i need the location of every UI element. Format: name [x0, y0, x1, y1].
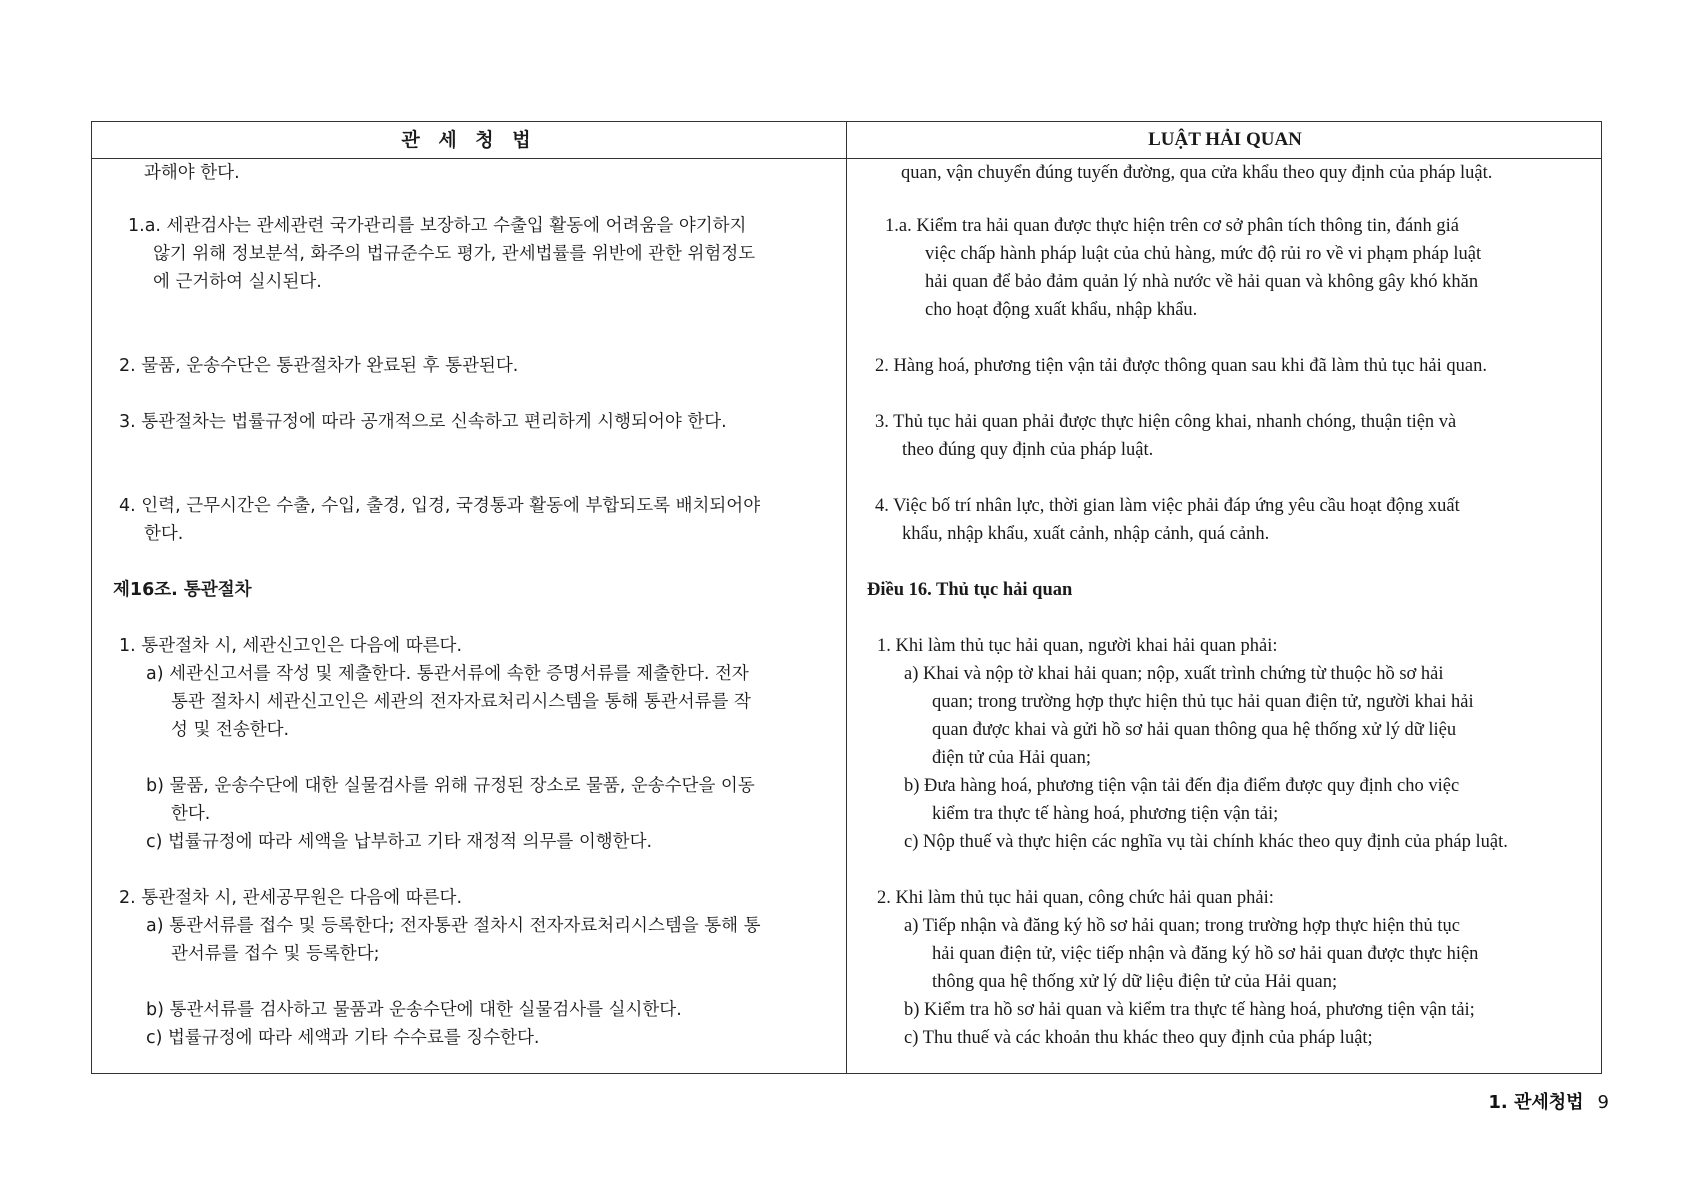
text-line: 않기 위해 정보분석, 화주의 법규준수도 평가, 관세법률를 위반에 관한 위험정도	[153, 244, 756, 264]
text-line: 에 근거하여 실시된다.	[153, 272, 322, 292]
text-line: 통관 절차시 세관신고인은 세관의 전자자료처리시스템을 통해 통관서류를 작	[171, 692, 751, 712]
text-line: 2. 물품, 운송수단은 통관절차가 완료된 후 통관된다.	[119, 356, 519, 376]
text-line: theo đúng quy định của pháp luật.	[902, 440, 1154, 460]
text-line: a) 세관신고서를 작성 및 제출한다. 통관서류에 속한 증명서류를 제출한다. 전자	[146, 664, 749, 684]
text-line: 2. Khi làm thủ tục hải quan, công chức hải quan phải:	[877, 888, 1274, 908]
text-line: 4. Việc bố trí nhân lực, thời gian làm việc phải đáp ứng yêu cầu hoạt động xuất	[875, 496, 1460, 516]
vietnamese-column-title: LUẬT HẢI QUAN	[1148, 129, 1302, 150]
text-line: b) Kiểm tra hồ sơ hải quan và kiểm tra thực tế hàng hoá, phương tiện vận tải;	[904, 1000, 1475, 1020]
text-line: c) 법률규정에 따라 세액을 납부하고 기타 재정적 의무를 이행한다.	[146, 832, 653, 852]
text-line: thông qua hệ thống xử lý dữ liệu điện tử của Hải quan;	[932, 972, 1338, 992]
text-line: a) Khai và nộp tờ khai hải quan; nộp, xuất trình chứng từ thuộc hồ sơ hải	[904, 664, 1444, 684]
text-line: 한다.	[144, 524, 184, 544]
text-line: 성 및 전송한다.	[171, 720, 290, 740]
footer-section-title: 1. 관세청법	[1488, 1092, 1584, 1113]
text-line: a) 통관서류를 접수 및 등록한다; 전자통관 절차시 전자자료처리시스템을 통해 통	[146, 916, 761, 936]
text-line: 관서류를 접수 및 등록한다;	[171, 944, 380, 964]
text-line: c) Nộp thuế và thực hiện các nghĩa vụ tài chính khác theo quy định của pháp luật.	[904, 832, 1508, 852]
page-number: 9	[1597, 1092, 1609, 1113]
text-line: b) 물품, 운송수단에 대한 실물검사를 위해 규정된 장소로 물품, 운송수단을 이동	[146, 776, 755, 796]
korean-column	[92, 159, 846, 1073]
vietnamese-column	[847, 159, 1603, 1073]
text-line: 1.a. 세관검사는 관세관련 국가관리를 보장하고 수출입 활동에 어려움을 야기하지	[128, 216, 747, 236]
text-line: 2. Hàng hoá, phương tiện vận tải được thông quan sau khi đã làm thủ tục hải quan.	[875, 356, 1487, 376]
text-line: 1.a. Kiểm tra hải quan được thực hiện trên cơ sở phân tích thông tin, đánh giá	[885, 216, 1459, 236]
text-line: 3. 통관절차는 법률규정에 따라 공개적으로 신속하고 편리하게 시행되어야 한다.	[119, 412, 727, 432]
page-footer	[1488, 1088, 1609, 1114]
korean-column-title: 관 세 청 법	[401, 129, 537, 151]
text-line: việc chấp hành pháp luật của chủ hàng, mức độ rủi ro về vi phạm pháp luật	[925, 244, 1482, 264]
text-line: 4. 인력, 근무시간은 수출, 수입, 출경, 입경, 국경통과 활동에 부합되도록 배치되어야	[119, 496, 761, 516]
text-line: 1. Khi làm thủ tục hải quan, người khai hải quan phải:	[877, 636, 1278, 656]
text-line: a) Tiếp nhận và đăng ký hồ sơ hải quan; trong trường hợp thực hiện thủ tục	[904, 916, 1461, 936]
text-line: cho hoạt động xuất khẩu, nhập khẩu.	[925, 300, 1198, 320]
text-line: b) Đưa hàng hoá, phương tiện vận tải đến địa điểm được quy định cho việc	[904, 776, 1460, 796]
text-line: hải quan điện tử, việc tiếp nhận và đăng ký hồ sơ hải quan được thực hiện	[932, 944, 1479, 964]
bilingual-law-table	[91, 121, 1602, 1074]
article-heading: Điều 16. Thủ tục hải quan	[867, 580, 1073, 600]
text-line: c) Thu thuế và các khoản thu khác theo quy định của pháp luật;	[904, 1028, 1373, 1048]
text-line: khẩu, nhập khẩu, xuất cảnh, nhập cảnh, quá cảnh.	[902, 524, 1270, 544]
text-line: quan, vận chuyển đúng tuyến đường, qua cửa khẩu theo quy định của pháp luật.	[901, 163, 1493, 183]
text-line: hải quan để bảo đảm quản lý nhà nước về hải quan và không gây khó khăn	[925, 272, 1479, 292]
text-line: kiểm tra thực tế hàng hoá, phương tiện vận tải;	[932, 804, 1279, 824]
text-line: 한다.	[171, 804, 211, 824]
text-line: 2. 통관절차 시, 관세공무원은 다음에 따른다.	[119, 888, 463, 908]
text-line: điện tử của Hải quan;	[932, 748, 1092, 768]
article-heading: 제16조. 통관절차	[113, 580, 252, 600]
text-line: quan được khai và gửi hồ sơ hải quan thông qua hệ thống xử lý dữ liệu	[932, 720, 1457, 740]
text-line: 1. 통관절차 시, 세관신고인은 다음에 따른다.	[119, 636, 463, 656]
text-line: 3. Thủ tục hải quan phải được thực hiện công khai, nhanh chóng, thuận tiện và	[875, 412, 1457, 432]
text-line: 과해야 한다.	[144, 163, 240, 183]
text-line: b) 통관서류를 검사하고 물품과 운송수단에 대한 실물검사를 실시한다.	[146, 1000, 682, 1020]
text-line: quan; trong trường hợp thực hiện thủ tục hải quan điện tử, người khai hải	[932, 692, 1474, 712]
text-line: c) 법률규정에 따라 세액과 기타 수수료를 징수한다.	[146, 1028, 540, 1048]
